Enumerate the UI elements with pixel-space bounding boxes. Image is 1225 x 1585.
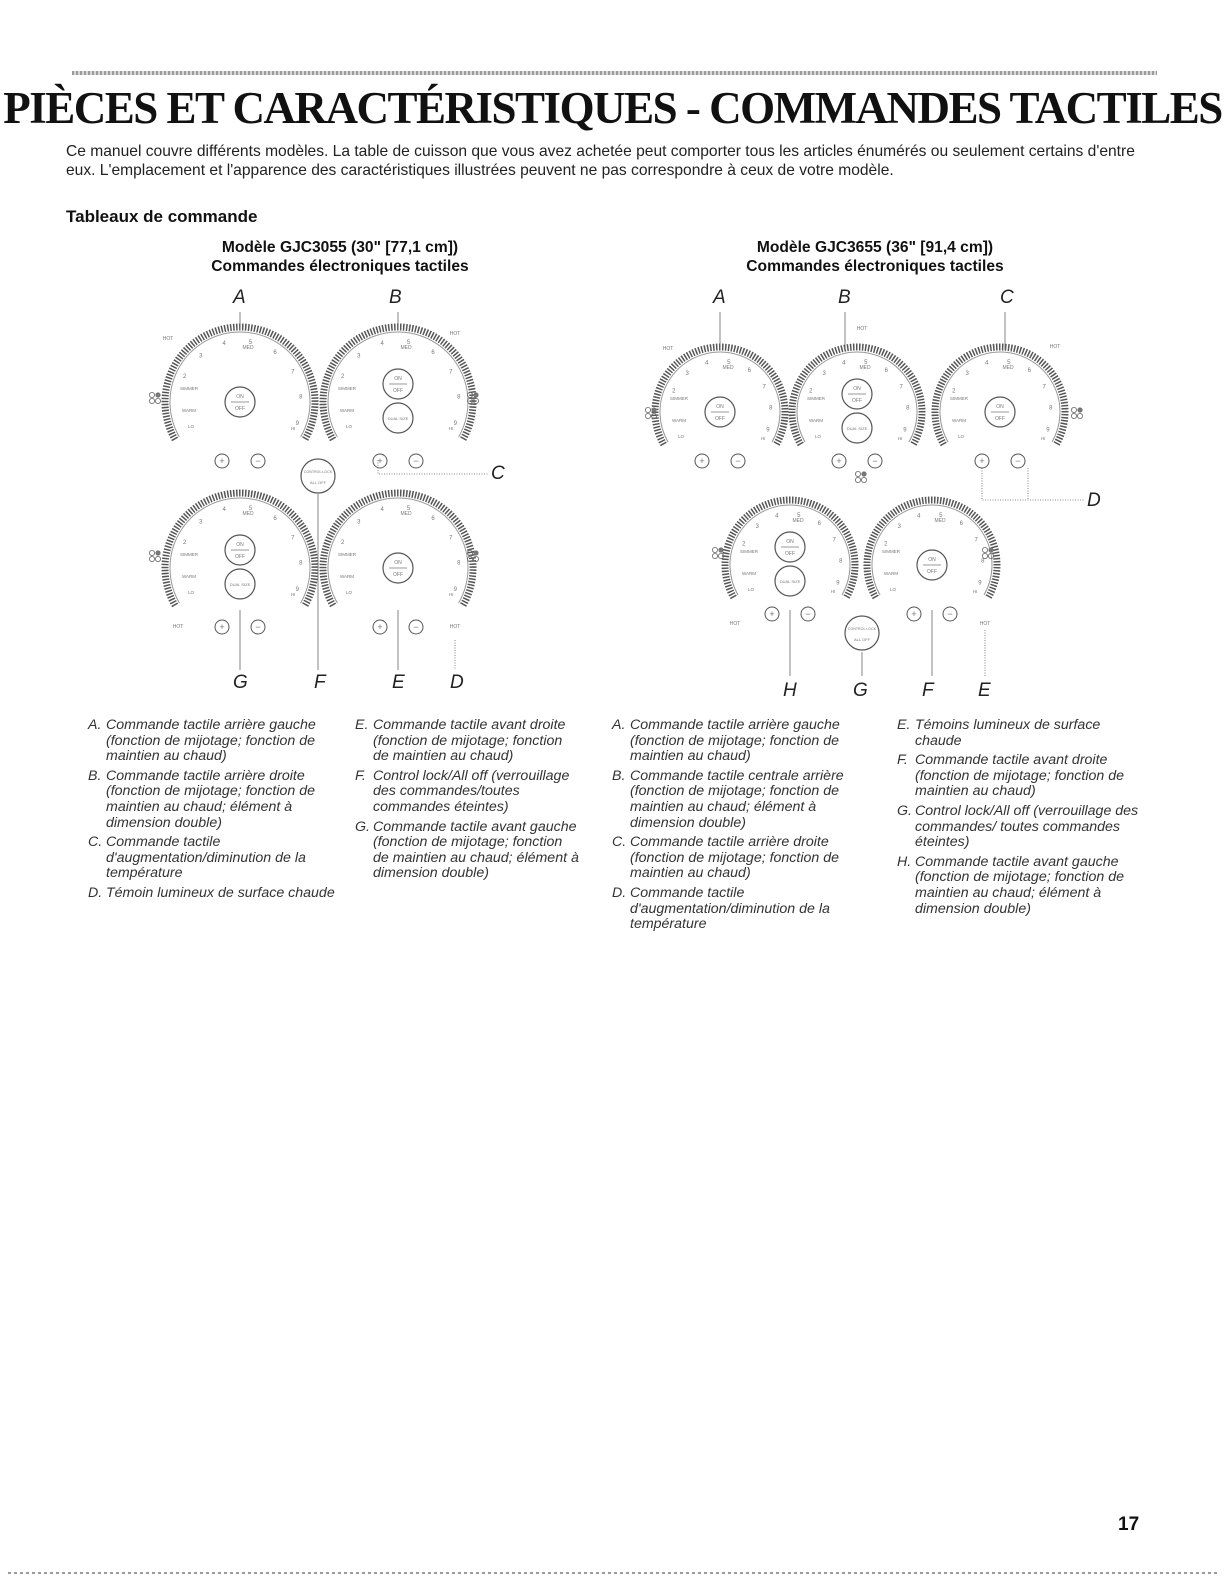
dial-number: 5 bbox=[727, 359, 731, 366]
dial-number: 3 bbox=[822, 370, 826, 377]
legend-item: H. Commande tactile avant gauche (fonction de mijotage; fonction de maintien au chaud; élément à dimension double) bbox=[897, 853, 1125, 917]
legend-item: G. Commande tactile avant gauche (fonction de mijotage; fonction de maintien au chaud; élément à dimension double) bbox=[355, 818, 579, 882]
hot-light-icon bbox=[712, 547, 717, 552]
dial-med-label: MED bbox=[792, 518, 804, 524]
dial-hi-label: HI bbox=[448, 426, 454, 431]
hot-light-icon bbox=[718, 547, 723, 552]
minus-glyph: − bbox=[413, 456, 419, 466]
minus-glyph: − bbox=[255, 456, 261, 466]
hot-label: HOT bbox=[449, 624, 461, 630]
dial-number: 3 bbox=[965, 370, 969, 377]
dial-simmer-label: SIMMER bbox=[807, 396, 825, 401]
dial-lo-label: LO bbox=[187, 424, 195, 429]
dial-warm-label: WARM bbox=[883, 571, 899, 576]
dial-number: 4 bbox=[775, 513, 779, 520]
section-heading: Tableaux de commande bbox=[66, 207, 258, 226]
dial-hi-label: HI bbox=[1040, 436, 1046, 441]
hot-light-icon bbox=[1077, 407, 1082, 412]
dial-number: 7 bbox=[762, 384, 766, 391]
callout-m2-e: E bbox=[978, 680, 991, 701]
dial-number: 5 bbox=[248, 339, 253, 346]
dial-hi-label: HI bbox=[290, 592, 296, 597]
minus-glyph: − bbox=[805, 609, 811, 619]
plus-glyph: + bbox=[769, 609, 775, 619]
legend-item: G. Control lock/All off (verrouillage des commandes/ toutes commandes éteintes) bbox=[897, 802, 1139, 851]
page-number: 17 bbox=[1118, 1514, 1140, 1535]
hot-label: HOT bbox=[979, 621, 991, 627]
callout-m1-b: B bbox=[389, 287, 402, 308]
control-panel-diagrams bbox=[0, 0, 1225, 710]
dial-arc-inner bbox=[328, 498, 468, 603]
hot-label: HOT bbox=[729, 621, 741, 627]
dial-number: 6 bbox=[817, 521, 821, 528]
on-label: ON bbox=[996, 404, 1004, 410]
plus-glyph: + bbox=[219, 622, 225, 632]
hot-label: HOT bbox=[1049, 344, 1061, 350]
dial-number: 4 bbox=[705, 360, 709, 367]
hot-label: HOT bbox=[856, 326, 868, 332]
dial-control bbox=[867, 500, 997, 621]
dial-number: 5 bbox=[248, 505, 253, 512]
legend-item: D. Commande tactile d'augmentation/diminution de la température bbox=[612, 884, 830, 933]
legend-item: F. Control lock/All off (verrouillage des commandes/toutes commandes éteintes) bbox=[355, 767, 570, 815]
dial-number: 5 bbox=[406, 505, 411, 512]
callout-m1-e: E bbox=[392, 672, 405, 693]
on-label: ON bbox=[236, 542, 244, 548]
hot-light-icon bbox=[988, 547, 993, 552]
callout-m2-b: B bbox=[838, 287, 851, 308]
dial-number: 6 bbox=[959, 521, 963, 528]
dial-number: 7 bbox=[449, 369, 453, 376]
dial-number: 7 bbox=[974, 537, 978, 544]
hot-light-icon bbox=[155, 556, 160, 561]
dial-control bbox=[655, 347, 785, 468]
hot-light-icon bbox=[155, 392, 160, 397]
dial-number: 6 bbox=[747, 368, 751, 375]
dial-control bbox=[725, 500, 855, 621]
dial-number: 7 bbox=[1042, 384, 1046, 391]
dial-number: 8 bbox=[839, 558, 843, 565]
dial-number: 6 bbox=[1027, 368, 1031, 375]
hot-light-icon bbox=[982, 553, 987, 558]
dial-arc bbox=[162, 327, 315, 440]
minus-glyph: − bbox=[947, 609, 953, 619]
hot-light-icon bbox=[155, 550, 160, 555]
callout-m2-c: C bbox=[1000, 287, 1014, 308]
off-label: OFF bbox=[785, 551, 795, 557]
control-lock-button bbox=[301, 459, 335, 493]
hot-light-icon bbox=[855, 477, 860, 482]
dial-number: 9 bbox=[978, 580, 982, 587]
model-2-subtitle: Commandes électroniques tactiles bbox=[746, 258, 1004, 275]
leader-m2-d bbox=[982, 468, 1085, 500]
hot-light-icon bbox=[473, 392, 478, 397]
control-lock-button bbox=[845, 616, 879, 650]
hot-label: HOT bbox=[662, 346, 674, 352]
callout-m2-a: A bbox=[713, 287, 726, 308]
legend-item: A. Commande tactile arrière gauche (fonction de mijotage; fonction de maintien au chaud) bbox=[88, 717, 316, 765]
dial-number: 3 bbox=[357, 519, 361, 526]
dial-med-label: MED bbox=[400, 511, 412, 517]
callout-m1-f: F bbox=[314, 672, 326, 693]
dial-warm-label: WARM bbox=[951, 418, 967, 423]
plus-glyph: + bbox=[377, 622, 383, 632]
dial-warm-label: WARM bbox=[808, 418, 824, 423]
dial-simmer-label: SIMMER bbox=[180, 386, 198, 391]
minus-glyph: − bbox=[255, 622, 261, 632]
dial-number: 5 bbox=[864, 359, 868, 366]
dial-number: 9 bbox=[766, 427, 770, 434]
dial-warm-label: WARM bbox=[339, 574, 355, 579]
dial-warm-label: WARM bbox=[741, 571, 757, 576]
minus-glyph: − bbox=[872, 456, 878, 466]
dial-number: 2 bbox=[672, 388, 676, 395]
dial-number: 4 bbox=[380, 341, 384, 348]
on-label: ON bbox=[394, 560, 402, 566]
legend-m1-col1 bbox=[88, 718, 338, 906]
hot-light-icon bbox=[149, 550, 154, 555]
page-title: PIÈCES ET CARACTÉRISTIQUES - COMMANDES TACTILES bbox=[3, 83, 1222, 133]
dual-size-label: DUAL SIZE bbox=[387, 416, 409, 421]
dial-number: 7 bbox=[449, 535, 453, 542]
off-label: OFF bbox=[393, 572, 403, 578]
hot-light-icon bbox=[473, 550, 478, 555]
legend-m2-col2 bbox=[897, 718, 1147, 921]
dial-number: 9 bbox=[295, 586, 299, 593]
hot-light-icon bbox=[861, 477, 866, 482]
dial-number: 5 bbox=[406, 339, 411, 346]
dual-size-label: DUAL SIZE bbox=[229, 582, 251, 587]
hot-light-icon bbox=[855, 471, 860, 476]
model-1-subtitle: Commandes électroniques tactiles bbox=[211, 258, 469, 275]
hot-light-icon bbox=[651, 407, 656, 412]
legend-item: B. Commande tactile centrale arrière (fonction de mijotage; fonction de maintien au chaud; élément à dimension double) bbox=[612, 767, 844, 831]
hot-light-icon bbox=[982, 547, 987, 552]
dial-number: 6 bbox=[273, 350, 277, 357]
dual-size-label: DUAL SIZE bbox=[779, 579, 801, 584]
dual-size-label: DUAL SIZE bbox=[846, 426, 868, 431]
off-label: OFF bbox=[927, 569, 937, 575]
dial-number: 8 bbox=[299, 560, 303, 567]
plus-glyph: + bbox=[836, 456, 842, 466]
dial-number: 7 bbox=[899, 384, 903, 391]
dial-hi-label: HI bbox=[448, 592, 454, 597]
dial-lo-label: LO bbox=[345, 590, 353, 595]
dial-med-label: MED bbox=[242, 511, 254, 517]
dial-number: 9 bbox=[453, 420, 457, 427]
on-label: ON bbox=[786, 539, 794, 545]
dial-lo-label: LO bbox=[747, 587, 755, 592]
hot-light-icon bbox=[149, 392, 154, 397]
dial-number: 5 bbox=[1007, 359, 1011, 366]
dial-number: 9 bbox=[836, 580, 840, 587]
dial-simmer-label: SIMMER bbox=[950, 396, 968, 401]
minus-glyph: − bbox=[735, 456, 741, 466]
dial-number: 8 bbox=[457, 394, 461, 401]
control-lock-label: CONTROL LOCK bbox=[847, 627, 877, 631]
callout-m2-f: F bbox=[922, 680, 934, 701]
dial-med-label: MED bbox=[1002, 365, 1014, 371]
dial-hi-label: HI bbox=[897, 436, 903, 441]
hot-label: HOT bbox=[449, 331, 461, 337]
dial-number: 9 bbox=[295, 420, 299, 427]
dial-number: 6 bbox=[273, 516, 277, 523]
legend-item: C. Commande tactile d'augmentation/diminution de la température bbox=[88, 834, 306, 882]
plus-glyph: + bbox=[699, 456, 705, 466]
dial-number: 4 bbox=[222, 507, 226, 514]
dial-number: 8 bbox=[457, 560, 461, 567]
dial-lo-label: LO bbox=[345, 424, 353, 429]
dial-simmer-label: SIMMER bbox=[740, 549, 758, 554]
dial-lo-label: LO bbox=[957, 434, 965, 439]
on-label: ON bbox=[236, 394, 244, 400]
dial-simmer-label: SIMMER bbox=[180, 552, 198, 557]
dial-number: 8 bbox=[981, 558, 985, 565]
off-label: OFF bbox=[852, 398, 862, 404]
plus-glyph: + bbox=[911, 609, 917, 619]
dial-number: 5 bbox=[939, 512, 943, 519]
legend-m1-col2 bbox=[355, 718, 580, 886]
dial-number: 2 bbox=[183, 374, 187, 381]
dial-lo-label: LO bbox=[889, 587, 897, 592]
dial-number: 3 bbox=[357, 353, 361, 360]
control-lock-label: CONTROL LOCK bbox=[303, 470, 333, 474]
dial-number: 7 bbox=[291, 369, 295, 376]
hot-label: HOT bbox=[172, 624, 184, 630]
dial-number: 8 bbox=[769, 405, 773, 412]
all-off-label: ALL OFF bbox=[309, 480, 327, 485]
callout-m2-h: H bbox=[783, 680, 797, 701]
hot-light-icon bbox=[149, 556, 154, 561]
legend-item: C. Commande tactile arrière droite (fonction de mijotage; fonction de maintien au chaud) bbox=[612, 834, 840, 882]
dial-number: 2 bbox=[742, 541, 746, 548]
callout-m2-g: G bbox=[853, 680, 868, 701]
dial-number: 5 bbox=[797, 512, 801, 519]
hot-light-icon bbox=[155, 398, 160, 403]
off-label: OFF bbox=[715, 416, 725, 422]
dial-control bbox=[792, 347, 922, 468]
dial-number: 6 bbox=[884, 368, 888, 375]
hot-light-icon bbox=[712, 553, 717, 558]
off-label: OFF bbox=[393, 388, 403, 394]
dial-warm-label: WARM bbox=[181, 574, 197, 579]
dial-number: 9 bbox=[1046, 427, 1050, 434]
hot-light-icon bbox=[645, 407, 650, 412]
dial-arc bbox=[323, 493, 473, 605]
dial-number: 8 bbox=[299, 394, 303, 401]
hot-label: HOT bbox=[162, 336, 174, 342]
dial-hi-label: HI bbox=[830, 589, 836, 594]
dial-number: 3 bbox=[897, 523, 901, 530]
leader-m1-c bbox=[378, 460, 488, 474]
dial-simmer-label: SIMMER bbox=[338, 386, 356, 391]
dial-number: 4 bbox=[985, 360, 989, 367]
on-label: ON bbox=[394, 376, 402, 382]
hot-light-icon bbox=[1071, 413, 1076, 418]
on-label: ON bbox=[853, 386, 861, 392]
plus-glyph: + bbox=[219, 456, 225, 466]
dial-number: 2 bbox=[183, 540, 187, 547]
dial-number: 9 bbox=[903, 427, 907, 434]
off-label: OFF bbox=[995, 416, 1005, 422]
dial-number: 7 bbox=[832, 537, 836, 544]
dial-control bbox=[323, 327, 473, 468]
dial-simmer-label: SIMMER bbox=[882, 549, 900, 554]
dial-number: 4 bbox=[222, 341, 226, 348]
dial-hi-label: HI bbox=[760, 436, 766, 441]
dial-number: 9 bbox=[453, 586, 457, 593]
off-label: OFF bbox=[235, 554, 245, 560]
dial-number: 2 bbox=[809, 388, 813, 395]
dial-number: 6 bbox=[431, 516, 435, 523]
dial-warm-label: WARM bbox=[671, 418, 687, 423]
dial-number: 7 bbox=[291, 535, 295, 542]
hot-light-icon bbox=[149, 398, 154, 403]
dial-number: 4 bbox=[380, 507, 384, 514]
all-off-label: ALL OFF bbox=[853, 637, 871, 642]
dial-number: 8 bbox=[906, 405, 910, 412]
on-label: ON bbox=[716, 404, 724, 410]
model-2-name: Modèle GJC3655 (36" [91,4 cm]) bbox=[756, 239, 994, 256]
dial-number: 3 bbox=[199, 353, 203, 360]
plus-glyph: + bbox=[979, 456, 985, 466]
dial-number: 3 bbox=[199, 519, 203, 526]
dial-control bbox=[162, 327, 315, 468]
callout-m1-d: D bbox=[450, 672, 464, 693]
dial-arc-inner bbox=[170, 332, 310, 437]
hot-light-icon bbox=[645, 413, 650, 418]
dial-hi-label: HI bbox=[972, 589, 978, 594]
intro-paragraph: Ce manuel couvre différents modèles. La table de cuisson que vous avez achetée peut comporter tous les articles énumérés ou seulement certains d'entre eux. L'emplacement et l'apparence des caractéristiques illustrées peuvent ne pas correspondre à ceux de votre modèle. bbox=[66, 143, 1135, 179]
dial-lo-label: LO bbox=[677, 434, 685, 439]
dial-number: 2 bbox=[341, 540, 345, 547]
callout-m1-c: C bbox=[491, 463, 505, 484]
bottom-rule bbox=[8, 1572, 1218, 1574]
legend-item: B. Commande tactile arrière droite (fonction de mijotage; fonction de maintien au chaud; élément à dimension double) bbox=[88, 767, 316, 831]
dial-simmer-label: SIMMER bbox=[338, 552, 356, 557]
on-label: ON bbox=[928, 557, 936, 563]
dial-med-label: MED bbox=[859, 365, 871, 371]
dial-number: 2 bbox=[341, 374, 345, 381]
hot-light-icon bbox=[1077, 413, 1082, 418]
legend-item: D. Témoin lumineux de surface chaude bbox=[88, 884, 335, 901]
minus-glyph: − bbox=[1015, 456, 1021, 466]
legend-item: F. Commande tactile avant droite (fonction de mijotage; fonction de maintien au chaud) bbox=[897, 752, 1125, 800]
legend-item: A. Commande tactile arrière gauche (fonction de mijotage; fonction de maintien au chaud) bbox=[612, 717, 840, 765]
model-1-name: Modèle GJC3055 (30" [77,1 cm]) bbox=[221, 239, 459, 256]
hot-light-icon bbox=[1071, 407, 1076, 412]
dial-number: 2 bbox=[884, 541, 888, 548]
dial-warm-label: WARM bbox=[181, 408, 197, 413]
dial-number: 2 bbox=[952, 388, 956, 395]
callout-m1-g: G bbox=[233, 672, 248, 693]
dial-number: 6 bbox=[431, 350, 435, 357]
dial-number: 8 bbox=[1049, 405, 1053, 412]
dial-control bbox=[935, 347, 1065, 468]
legend-item: E. Témoins lumineux de surface chaude bbox=[897, 717, 1101, 749]
off-label: OFF bbox=[235, 406, 245, 412]
callout-m1-a: A bbox=[233, 287, 246, 308]
callout-m2-d: D bbox=[1087, 490, 1101, 511]
dial-number: 3 bbox=[685, 370, 689, 377]
dial-number: 4 bbox=[842, 360, 846, 367]
dial-lo-label: LO bbox=[814, 434, 822, 439]
dial-simmer-label: SIMMER bbox=[670, 396, 688, 401]
dial-med-label: MED bbox=[722, 365, 734, 371]
plus-glyph: + bbox=[377, 456, 383, 466]
dial-warm-label: WARM bbox=[339, 408, 355, 413]
legend-item: E. Commande tactile avant droite (fonction de mijotage; fonction de maintien au chaud) bbox=[355, 717, 566, 765]
dial-med-label: MED bbox=[400, 345, 412, 351]
minus-glyph: − bbox=[413, 622, 419, 632]
dial-med-label: MED bbox=[934, 518, 946, 524]
dial-number: 3 bbox=[755, 523, 759, 530]
hot-light-icon bbox=[861, 471, 866, 476]
dial-number: 4 bbox=[917, 513, 921, 520]
dial-med-label: MED bbox=[242, 345, 254, 351]
legend-m2-col1 bbox=[612, 718, 877, 937]
dial-hi-label: HI bbox=[290, 426, 296, 431]
dial-lo-label: LO bbox=[187, 590, 195, 595]
